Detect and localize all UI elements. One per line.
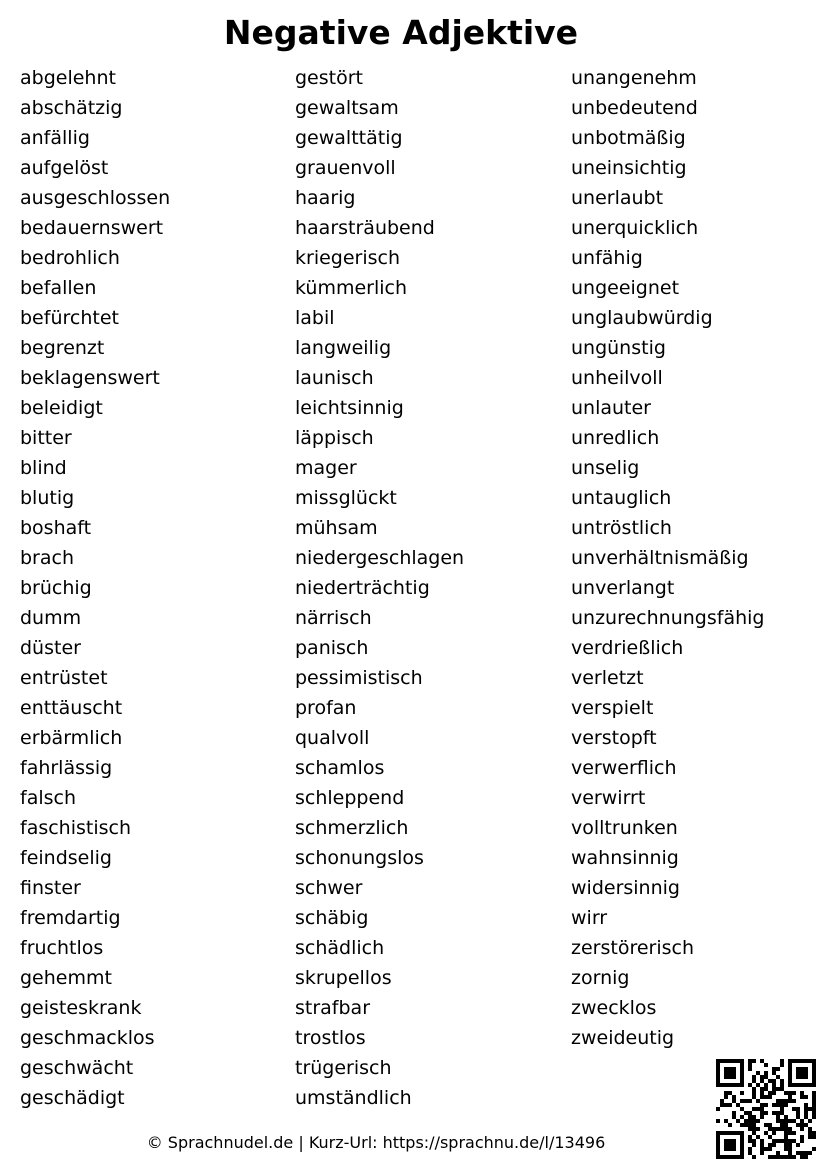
word-item: unangenehm xyxy=(571,67,697,89)
word-item: untauglich xyxy=(571,487,672,509)
word-item: abschätzig xyxy=(20,97,123,119)
word-item: brach xyxy=(20,547,75,569)
word-item: finster xyxy=(20,877,81,899)
word-item: ungünstig xyxy=(571,337,666,359)
word-item: unerquicklich xyxy=(571,217,699,239)
word-item: zweideutig xyxy=(571,1027,675,1049)
word-item: schädlich xyxy=(295,937,385,959)
word-item: verstopft xyxy=(571,727,657,749)
word-item: kriegerisch xyxy=(295,247,401,269)
word-item: unbedeutend xyxy=(571,97,698,119)
word-item: pessimistisch xyxy=(295,667,423,689)
word-item: aufgelöst xyxy=(20,157,109,179)
word-item: labil xyxy=(295,307,335,329)
word-item: fremdartig xyxy=(20,907,121,929)
word-item: widersinnig xyxy=(571,877,680,899)
word-item: gehemmt xyxy=(20,967,112,989)
word-item: unredlich xyxy=(571,427,660,449)
word-item: beklagenswert xyxy=(20,367,160,389)
word-item: boshaft xyxy=(20,517,92,539)
word-item: schamlos xyxy=(295,757,385,779)
word-column-2 xyxy=(295,63,464,1113)
word-item: blind xyxy=(20,457,67,479)
word-item: befallen xyxy=(20,277,97,299)
word-item: närrisch xyxy=(295,607,372,629)
word-item: gestört xyxy=(295,67,363,89)
word-item: grauenvoll xyxy=(295,157,396,179)
word-item: verwirrt xyxy=(571,787,646,809)
word-item: verwerflich xyxy=(571,757,677,779)
word-item: haarig xyxy=(295,187,356,209)
word-item: profan xyxy=(295,697,357,719)
word-item: verspielt xyxy=(571,697,654,719)
word-item: verletzt xyxy=(571,667,644,689)
word-item: wahnsinnig xyxy=(571,847,679,869)
word-item: trostlos xyxy=(295,1027,366,1049)
word-item: düster xyxy=(20,637,81,659)
word-item: fruchtlos xyxy=(20,937,104,959)
qr-code-icon xyxy=(716,1059,816,1159)
word-item: untröstlich xyxy=(571,517,672,539)
word-item: leichtsinnig xyxy=(295,397,404,419)
word-item: unglaubwürdig xyxy=(571,307,713,329)
word-item: geschmacklos xyxy=(20,1027,155,1049)
word-item: unfähig xyxy=(571,247,643,269)
word-item: brüchig xyxy=(20,577,92,599)
word-item: strafbar xyxy=(295,997,371,1019)
word-item: geschädigt xyxy=(20,1087,125,1109)
word-item: bedrohlich xyxy=(20,247,120,269)
word-column-1 xyxy=(20,63,170,1113)
word-item: zerstörerisch xyxy=(571,937,695,959)
word-item: beleidigt xyxy=(20,397,103,419)
word-item: unbotmäßig xyxy=(571,127,686,149)
word-item: enttäuscht xyxy=(20,697,123,719)
word-item: unverhältnismäßig xyxy=(571,547,749,569)
word-item: missglückt xyxy=(295,487,397,509)
word-item: schmerzlich xyxy=(295,817,409,839)
word-item: zornig xyxy=(571,967,630,989)
word-item: begrenzt xyxy=(20,337,105,359)
word-item: unverlangt xyxy=(571,577,675,599)
word-item: läppisch xyxy=(295,427,374,449)
word-item: schleppend xyxy=(295,787,405,809)
word-item: gewalttätig xyxy=(295,127,403,149)
word-item: fahrlässig xyxy=(20,757,113,779)
word-item: schwer xyxy=(295,877,363,899)
word-item: bitter xyxy=(20,427,72,449)
word-item: blutig xyxy=(20,487,75,509)
word-item: umständlich xyxy=(295,1087,412,1109)
word-item: mager xyxy=(295,457,357,479)
word-item: erbärmlich xyxy=(20,727,123,749)
word-item: faschistisch xyxy=(20,817,132,839)
word-item: geschwächt xyxy=(20,1057,134,1079)
word-item: schäbig xyxy=(295,907,369,929)
word-item: haarsträubend xyxy=(295,217,435,239)
word-item: unselig xyxy=(571,457,640,479)
footer-copyright: © Sprachnudel.de | Kurz-Url: https://sprachnu.de/l/13496 xyxy=(146,1133,606,1152)
word-item: verdrießlich xyxy=(571,637,684,659)
word-item: schonungslos xyxy=(295,847,424,869)
word-item: zwecklos xyxy=(571,997,657,1019)
word-item: kümmerlich xyxy=(295,277,408,299)
word-column-3 xyxy=(571,63,764,1053)
word-item: geisteskrank xyxy=(20,997,142,1019)
word-item: entrüstet xyxy=(20,667,108,689)
word-item: ungeeignet xyxy=(571,277,680,299)
word-item: qualvoll xyxy=(295,727,370,749)
word-item: dumm xyxy=(20,607,82,629)
word-item: unlauter xyxy=(571,397,651,419)
word-item: trügerisch xyxy=(295,1057,392,1079)
word-item: befürchtet xyxy=(20,307,119,329)
word-item: wirr xyxy=(571,907,608,929)
word-item: volltrunken xyxy=(571,817,678,839)
word-item: gewaltsam xyxy=(295,97,399,119)
word-item: niedergeschlagen xyxy=(295,547,465,569)
word-item: uneinsichtig xyxy=(571,157,687,179)
word-item: feindselig xyxy=(20,847,112,869)
page-title: Negative Adjektive xyxy=(223,13,579,52)
word-item: falsch xyxy=(20,787,76,809)
word-item: langweilig xyxy=(295,337,392,359)
word-item: unzurechnungsfähig xyxy=(571,607,765,629)
word-item: panisch xyxy=(295,637,369,659)
word-item: launisch xyxy=(295,367,374,389)
word-item: niederträchtig xyxy=(295,577,430,599)
word-item: skrupellos xyxy=(295,967,392,989)
word-item: mühsam xyxy=(295,517,378,539)
word-item: unheilvoll xyxy=(571,367,663,389)
word-item: ausgeschlossen xyxy=(20,187,171,209)
word-item: anfällig xyxy=(20,127,90,149)
word-item: unerlaubt xyxy=(571,187,664,209)
word-item: abgelehnt xyxy=(20,67,116,89)
word-item: bedauernswert xyxy=(20,217,164,239)
